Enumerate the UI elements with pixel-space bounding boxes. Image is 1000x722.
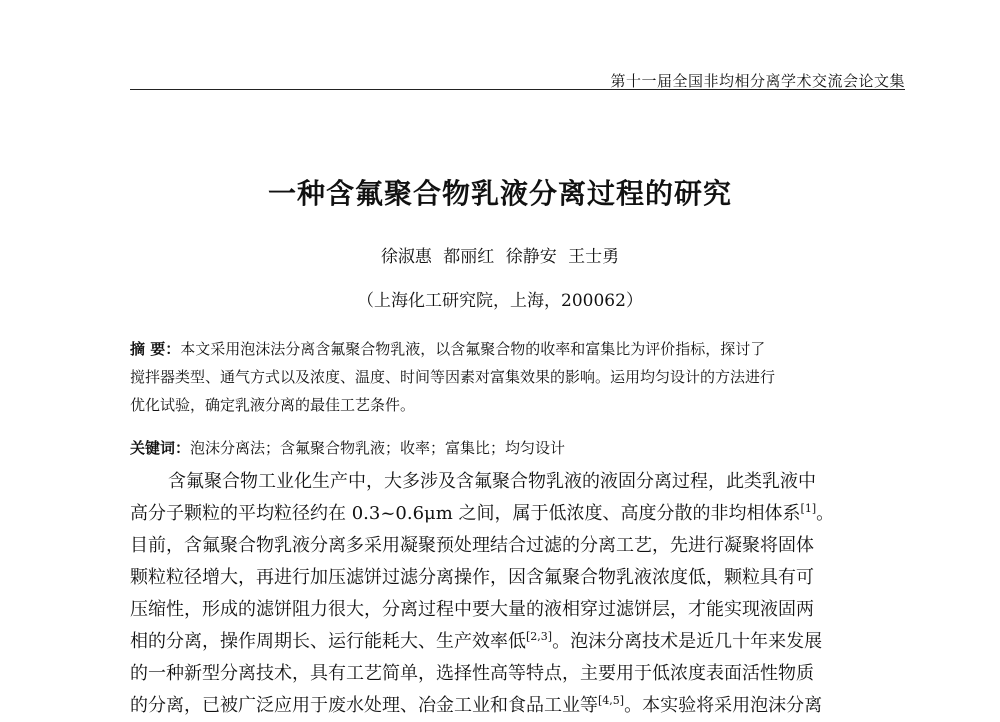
body-line: 压缩性，形成的滤饼阻力很大，分离过程中要大量的液相穿过滤饼层，才能实现液固两: [130, 599, 814, 620]
paper-title: 一种含氟聚合物乳液分离过程的研究: [267, 177, 732, 210]
body-line-text: 高分子颗粒的平均粒径约在 0.3~0.6μm 之间，属于低浓度、高度分散的非均相体系: [130, 503, 801, 524]
body-line: 含氟聚合物工业化生产中，大多涉及含氟聚合物乳液的液固分离过程，此类乳液中: [168, 471, 816, 492]
abstract-line: 优化试验，确定乳液分离的最佳工艺条件。: [130, 396, 416, 414]
body-line-text: 的分离，已被广泛应用于废水处理、冶金工业和食品工业等: [130, 695, 598, 716]
abstract: [130, 335, 905, 419]
citation-ref[interactable]: [4,5]: [598, 694, 625, 707]
abstract-label: 摘 要：: [130, 340, 181, 358]
body-line-text: 。泡沫分离技术是近几十年来发展: [552, 631, 823, 652]
abstract-line: 搅拌器类型、通气方式以及浓度、温度、时间等因素对富集效果的影响。运用均匀设计的方法进行: [130, 368, 776, 386]
body-line: 的一种新型分离技术，具有工艺简单，选择性高等特点，主要用于低浓度表面活性物质: [130, 663, 814, 684]
body-line-text: 相的分离，操作周期长、运行能耗大、生产效率低: [130, 631, 526, 652]
keywords-label: 关键词：: [130, 439, 191, 457]
body-line: 颗粒粒径增大，再进行加压滤饼过滤分离操作，因含氟聚合物乳液浓度低，颗粒具有可: [130, 567, 814, 588]
citation-ref[interactable]: [2,3]: [526, 630, 553, 643]
abstract-line: [130, 335, 905, 363]
abstract-text: 本文采用泡沫法分离含氟聚合物乳液，以含氟聚合物的收率和富集比为评价指标，探讨了: [180, 340, 766, 358]
body-line: [130, 498, 905, 530]
keywords: [130, 436, 905, 460]
authors: 徐淑惠 都丽红 徐静安 王士勇: [380, 247, 620, 267]
body-line-text: 。: [816, 503, 835, 524]
body-line: 目前，含氟聚合物乳液分离多采用凝聚预处理结合过滤的分离工艺，先进行凝聚将固体: [130, 535, 814, 556]
body-line: [130, 690, 905, 722]
body-paragraph: [130, 466, 905, 722]
keywords-text: 泡沫分离法；含氟聚合物乳液；收率；富集比；均匀设计: [190, 439, 566, 457]
citation-ref[interactable]: [1]: [800, 502, 817, 515]
affiliation: （上海化工研究院，上海，200062）: [357, 291, 643, 311]
header-rule: [130, 89, 905, 90]
body-line: [130, 626, 905, 658]
running-header: 第十一届全国非均相分离学术交流会论文集: [610, 72, 905, 90]
body-line-text: 。本实验将采用泡沫分离: [624, 695, 823, 716]
